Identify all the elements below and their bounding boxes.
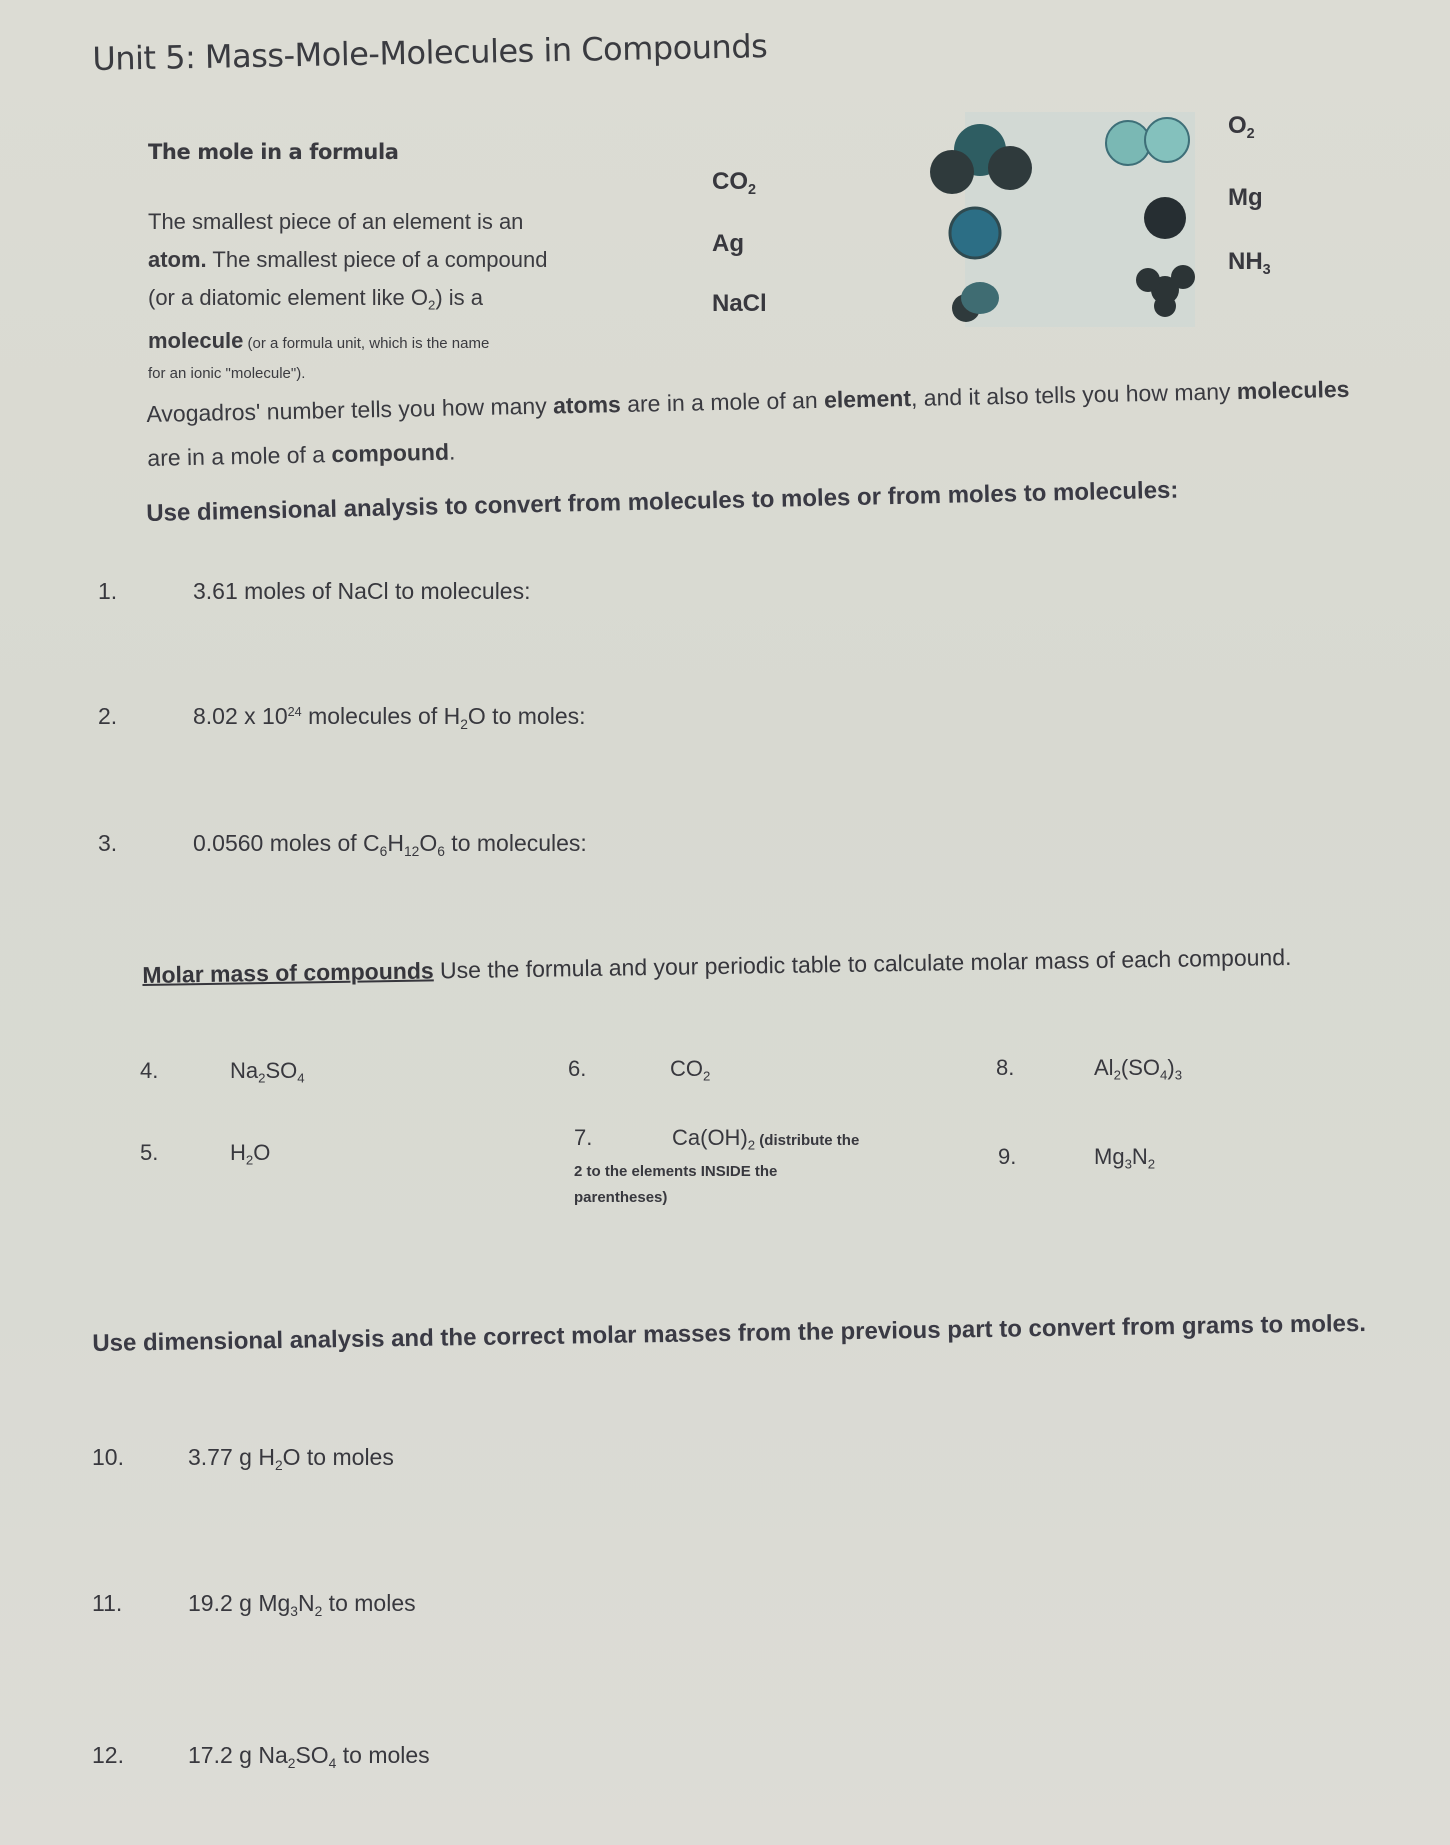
intro-line: The smallest piece of an element is an	[148, 209, 524, 234]
intro-line	[148, 325, 678, 360]
formula-text: (SO	[1120, 1055, 1161, 1080]
subscript: 3	[1262, 262, 1271, 279]
formula-text: NH	[1228, 248, 1263, 275]
formula-text: Na	[230, 1058, 259, 1083]
subscript: 2	[274, 1457, 283, 1473]
subscript: 2	[1246, 126, 1255, 143]
subscript: 2	[245, 1152, 254, 1168]
question-text: 0.0560 moles of C	[193, 830, 380, 856]
mg-atom-icon	[1144, 197, 1186, 239]
molar-item-5	[140, 1140, 270, 1168]
intro-text: (or a formula unit, which is the name	[243, 334, 490, 352]
molar-mass-heading	[142, 936, 1372, 995]
question-text: H	[387, 830, 404, 856]
question-3	[98, 830, 587, 859]
nacl-unit-icon	[952, 282, 999, 322]
question-text: 3.77 g H	[188, 1444, 275, 1470]
section2-title: Molar mass of compounds	[142, 957, 434, 988]
question-number: 2.	[98, 703, 118, 729]
question-text: O to moles	[282, 1444, 394, 1470]
intro-line: for an ionic "molecule").	[148, 364, 306, 382]
nh3-molecule-icon	[1136, 265, 1195, 317]
formula-text: N	[1131, 1144, 1148, 1169]
subscript: 6	[379, 843, 388, 859]
para-text: Avogadros' number tells you how many	[146, 392, 554, 427]
molar-item-6	[568, 1056, 710, 1084]
subscript: 2	[1113, 1067, 1121, 1083]
intro-text: ) is a	[435, 285, 484, 310]
section-subtitle: The mole in a formula	[148, 140, 399, 164]
keyword-atoms: atoms	[552, 391, 622, 419]
subscript: 3	[1174, 1067, 1183, 1083]
subscript: 2	[258, 1070, 266, 1086]
para-text: are in a mole of an	[620, 386, 825, 418]
page-title: Unit 5: Mass-Mole-Molecules in Compounds	[92, 27, 768, 78]
subscript: 2	[748, 182, 757, 199]
molar-item-8	[996, 1055, 1182, 1083]
keyword-compound: compound	[331, 438, 450, 468]
question-text: N	[297, 1590, 315, 1616]
question-number: 12.	[92, 1742, 124, 1768]
question-text: SO	[295, 1742, 329, 1768]
question-text: O	[419, 830, 438, 856]
formula-text: SO	[265, 1058, 298, 1083]
formula-text: CO	[712, 168, 748, 195]
section2-instruction: Use the formula and your periodic table to calculate molar mass of each compound.	[433, 943, 1292, 984]
question-text: 8.02 x 10	[193, 703, 288, 729]
intro-line	[148, 279, 678, 325]
question-text: O to moles:	[467, 703, 586, 729]
question-number: 1.	[98, 578, 118, 604]
section1-instruction: Use dimensional analysis to convert from molecules to moles or from moles to molecules:	[146, 476, 1179, 527]
superscript: 24	[287, 704, 302, 719]
item-note: 2 to the elements INSIDE the	[574, 1162, 778, 1180]
subscript: 12	[403, 843, 420, 859]
question-text: to moles	[322, 1590, 416, 1616]
formula-text: CO	[670, 1056, 703, 1081]
o2-molecule-icon	[1106, 118, 1189, 165]
legend-label-co2	[712, 168, 756, 198]
molar-item-9	[998, 1144, 1155, 1172]
question-number: 3.	[98, 830, 118, 856]
subscript: 4	[297, 1070, 305, 1086]
question-text: 3.61 moles of NaCl to molecules:	[193, 578, 531, 604]
question-text: 17.2 g Na	[188, 1742, 288, 1768]
question-12	[92, 1742, 430, 1771]
formula-text: O	[253, 1140, 271, 1165]
question-text: to moles	[336, 1742, 430, 1768]
keyword-molecule: molecule	[148, 327, 244, 353]
item-number: 6.	[568, 1056, 587, 1081]
para-text: are in a mole of a	[147, 441, 332, 471]
subscript: 2	[703, 1068, 711, 1084]
intro-line	[148, 241, 678, 279]
question-number: 10.	[92, 1444, 124, 1470]
formula-text: Al	[1094, 1055, 1114, 1080]
legend-label-nh3	[1228, 248, 1271, 278]
para-text: , and it also tells you how many	[910, 378, 1238, 411]
formula-text: Ca(OH)	[672, 1125, 748, 1150]
question-11	[92, 1590, 416, 1619]
co2-molecule-icon	[930, 124, 1032, 194]
subscript: 3	[1124, 1156, 1132, 1172]
intro-text: The smallest piece of a compound	[206, 247, 548, 272]
subscript: 2	[1147, 1156, 1156, 1172]
subscript: 2	[314, 1603, 323, 1619]
subscript: 4	[328, 1755, 337, 1771]
question-number: 11.	[92, 1590, 123, 1616]
formula-text: O	[1228, 112, 1247, 139]
subscript: 6	[437, 843, 445, 859]
intro-text: (or a diatomic element like O	[148, 285, 428, 310]
item-number: 5.	[140, 1140, 159, 1165]
subscript: 3	[290, 1603, 298, 1619]
legend-label-o2	[1228, 112, 1255, 142]
subscript: 4	[1160, 1067, 1168, 1083]
keyword-atom: atom.	[148, 247, 207, 272]
item-note: parentheses)	[574, 1188, 668, 1206]
ag-atom-icon	[950, 208, 1000, 258]
formula-text: )	[1167, 1055, 1175, 1080]
molecule-drawings	[930, 110, 1230, 330]
question-text: molecules of H	[301, 703, 461, 729]
question-text: 19.2 g Mg	[188, 1590, 291, 1616]
keyword-molecules: molecules	[1236, 375, 1350, 405]
item-number: 8.	[996, 1055, 1015, 1080]
item-note: (distribute the	[755, 1132, 860, 1149]
legend-label-ag: Ag	[712, 230, 744, 257]
question-1	[98, 578, 531, 605]
question-text: to molecules:	[444, 830, 587, 856]
item-number: 7.	[574, 1125, 593, 1150]
keyword-element: element	[823, 384, 912, 413]
formula-text: H	[230, 1140, 246, 1165]
molar-item-4	[140, 1058, 305, 1086]
subscript: 2	[428, 297, 436, 313]
intro-paragraph	[148, 203, 678, 388]
molar-item-7	[574, 1125, 859, 1211]
legend-label-nacl: NaCl	[712, 290, 767, 317]
subscript: 2	[460, 716, 468, 732]
item-7-line	[574, 1125, 859, 1159]
legend-label-mg: Mg	[1228, 184, 1263, 211]
item-number: 4.	[140, 1058, 159, 1083]
question-2	[98, 703, 586, 732]
question-10	[92, 1444, 394, 1473]
item-number: 9.	[998, 1144, 1017, 1169]
formula-text: Mg	[1094, 1144, 1125, 1169]
section3-instruction: Use dimensional analysis and the correct molar masses from the previous part to convert from grams to moles.	[92, 1309, 1367, 1357]
subscript: 2	[747, 1137, 756, 1153]
para-text: .	[448, 438, 456, 465]
subscript: 2	[287, 1755, 296, 1771]
